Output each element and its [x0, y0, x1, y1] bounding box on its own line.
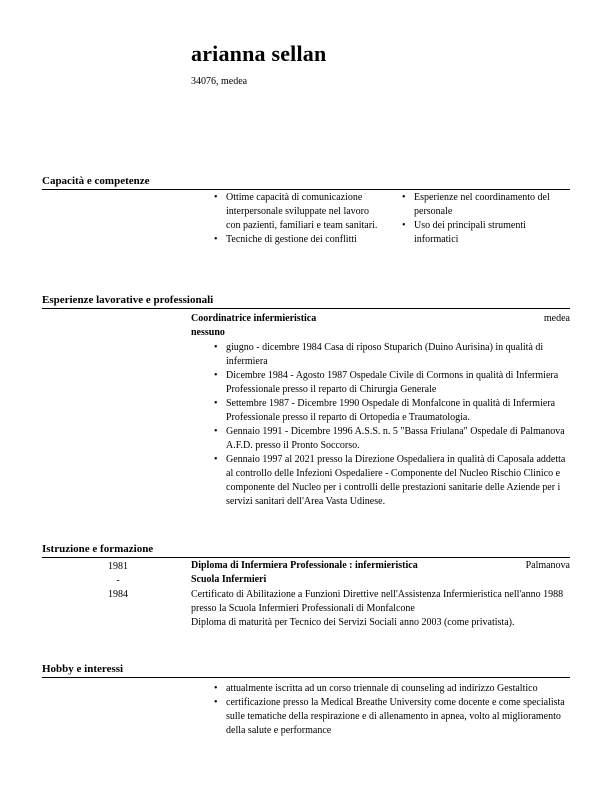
list-item: • Gennaio 1997 al 2021 presso la Direzione Ospedaliera in qualità di Caposala addetta al controllo delle Infezioni Ospedaliere - Componente del Nucleo Rischio Clinico e componente del Nucleo per i controlli delle prestazioni sanitarie delle Aziende per i servizi sanitari dell'Area Vasta Udinese. [212, 453, 572, 509]
hobbies-list [212, 682, 572, 738]
education-desc-line: Certificato di Abilitazione a Funzioni Direttive nell'Assistenza Infermieristica nell'anno 1988 presso la Scuola Infermieri Professionali di Monfalcone [191, 589, 564, 614]
skill-item: • Ottime capacità di comunicazione interpersonale sviluppate nel lavoro con pazienti, familiari e team sanitari. [212, 191, 380, 233]
candidate-name: arianna sellan [191, 41, 327, 66]
section-title-skills: Capacità e competenze [42, 175, 150, 187]
list-item: • attualmente iscritta ad un corso triennale di counseling ad indirizzo Gestaltico [212, 682, 572, 696]
list-item: • Settembre 1987 - Dicembre 1990 Ospedale di Monfalcone in qualità di Infermiera Professionale presso il reparto di Ortopedia e Traumatologia. [212, 397, 572, 425]
job-title: Coordinatrice infermieristica [191, 313, 317, 324]
job-location: medea [543, 313, 570, 324]
section-title-experience: Esperienze lavorative e professionali [42, 294, 214, 306]
candidate-location: 34076, medea [191, 76, 248, 87]
section-title-hobbies: Hobby e interessi [42, 663, 124, 675]
list-item: • Dicembre 1984 - Agosto 1987 Ospedale Civile di Cormons in qualità di Infermiera Professionale presso il reparto di Chirurgia Generale [212, 369, 572, 397]
job-company: nessuno [191, 327, 225, 338]
section-divider-experience [42, 308, 570, 309]
list-item: • certificazione presso la Medical Breathe University come docente e come specialista sulle tematiche della respirazione e di allenamento in apnea, volto al miglioramento della salute e performance [212, 696, 572, 738]
section-title-education: Istruzione e formazione [42, 543, 154, 555]
education-degree: Diploma di Infermiera Professionale : infermieristica [191, 560, 418, 571]
section-divider-skills [42, 189, 570, 190]
skill-item: • Uso dei principali strumenti informatici [400, 219, 570, 247]
education-years [100, 560, 136, 602]
job-duties-list [212, 341, 572, 509]
education-year-end: 1984 [108, 589, 128, 600]
list-item: • Gennaio 1991 - Dicembre 1996 A.S.S. n. 5 "Bassa Friulana" Ospedale di Palmanova A.F.D. presso il Pronto Soccorso. [212, 425, 572, 453]
skill-item: • Esperienze nel coordinamento del personale [400, 191, 570, 219]
education-school: Scuola Infermieri [191, 574, 267, 585]
skills-column-left [212, 191, 380, 247]
education-year-separator: - [116, 575, 120, 586]
section-divider-education [42, 557, 570, 558]
skills-column-right [400, 191, 570, 247]
education-location: Palmanova [525, 560, 570, 571]
education-desc-line: Diploma di maturità per Tecnico dei Servizi Sociali anno 2003 (come privatista). [191, 617, 515, 628]
list-item: • giugno - dicembre 1984 Casa di riposo Stuparich (Duino Aurisina) in qualità di infermiera [212, 341, 572, 369]
education-description [191, 588, 571, 630]
skill-item: • Tecniche di gestione dei conflitti [212, 233, 380, 247]
section-divider-hobbies [42, 677, 570, 678]
education-year-start: 1981 [108, 561, 128, 572]
